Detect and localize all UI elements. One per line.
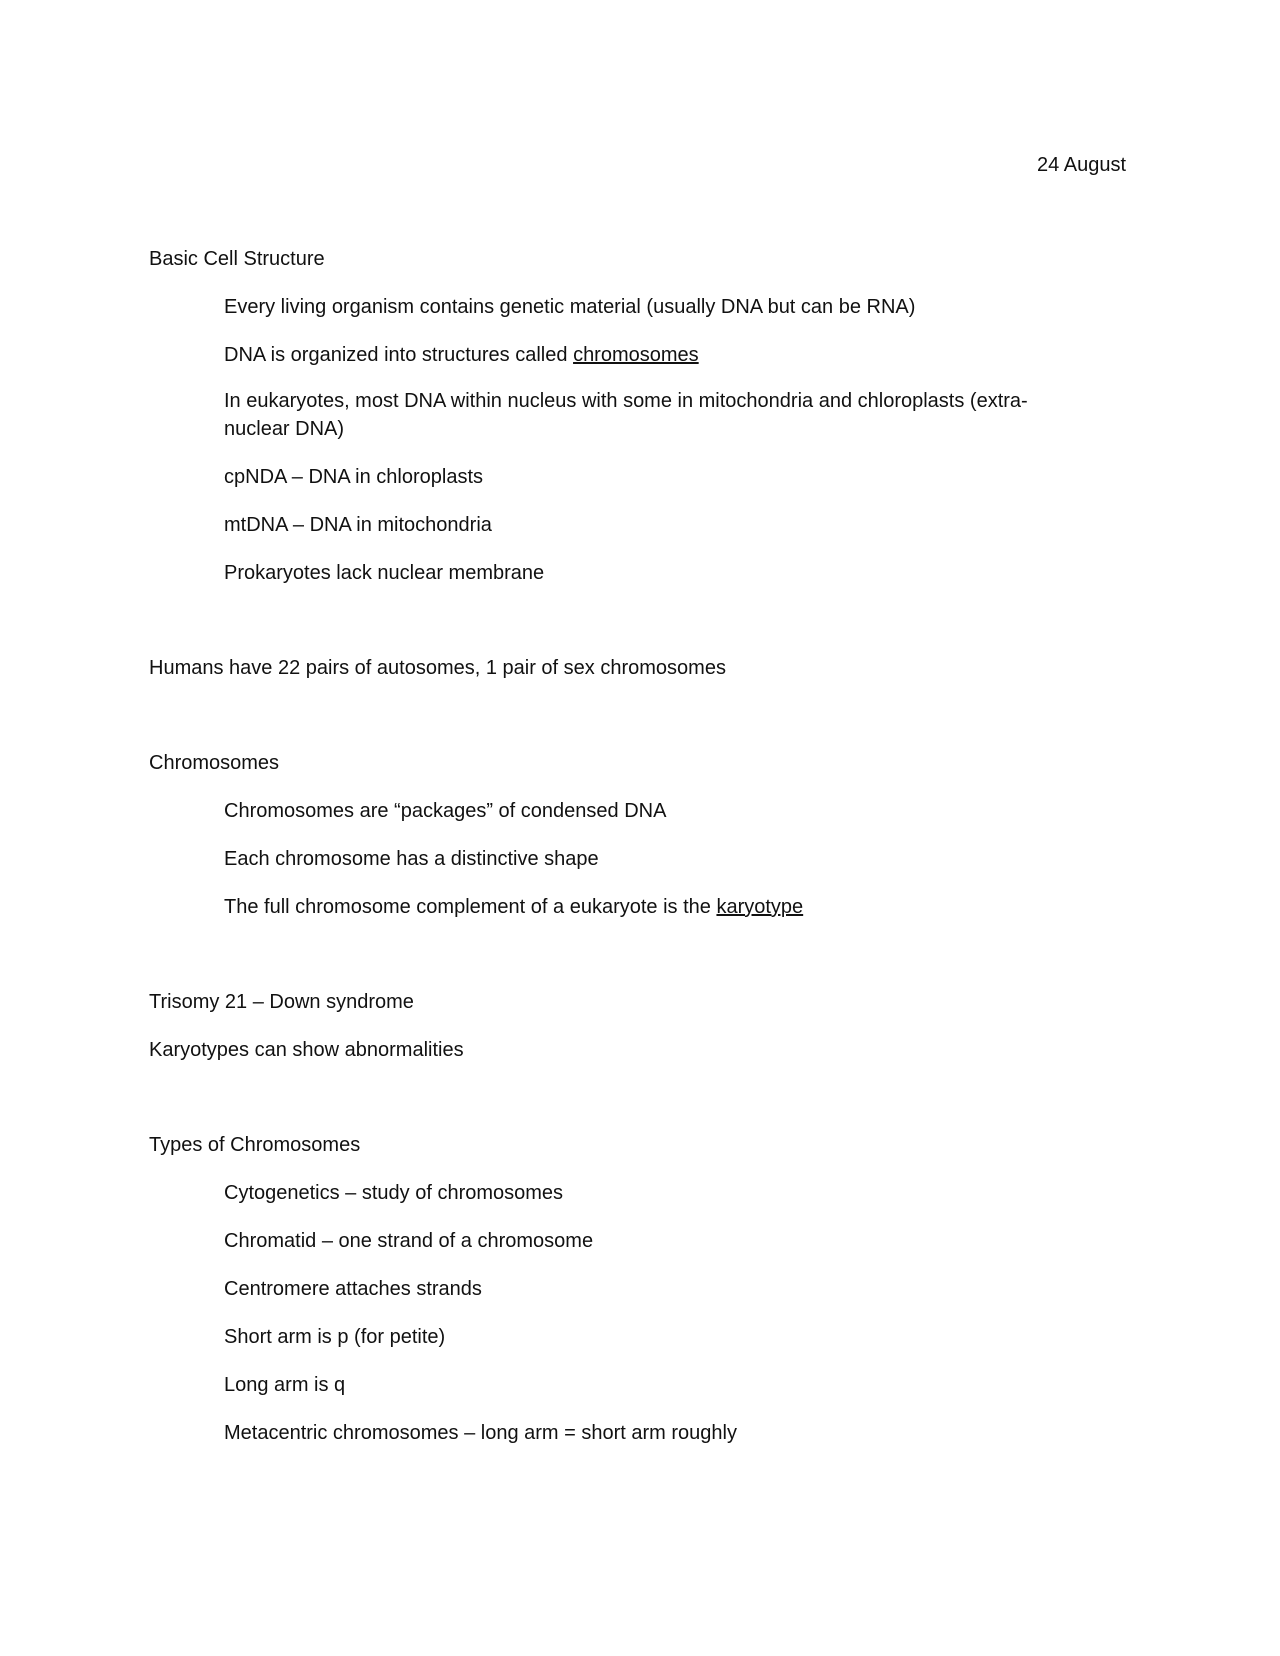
note-item: cpNDA – DNA in chloroplasts bbox=[224, 466, 484, 488]
section-heading-chromosomes: Chromosomes bbox=[149, 752, 280, 774]
note-text: DNA is organized into structures called bbox=[224, 344, 574, 366]
section-heading-trisomy: Trisomy 21 – Down syndrome bbox=[149, 991, 414, 1013]
note-item: Every living organism contains genetic material (usually DNA but can be RNA) bbox=[224, 296, 916, 318]
document-body bbox=[149, 245, 1079, 1447]
note-item: Chromatid – one strand of a chromosome bbox=[224, 1230, 594, 1252]
note-text: The full chromosome complement of a eukaryote is the bbox=[224, 896, 717, 918]
note-item: Prokaryotes lack nuclear membrane bbox=[224, 562, 545, 584]
note-item: Short arm is p (for petite) bbox=[224, 1326, 446, 1348]
document-date: 24 August bbox=[1037, 154, 1126, 176]
note-item: Metacentric chromosomes – long arm = short arm roughly bbox=[224, 1422, 737, 1444]
section-heading-types-of-chromosomes: Types of Chromosomes bbox=[149, 1134, 361, 1156]
note-item: Chromosomes are “packages” of condensed DNA bbox=[224, 800, 667, 822]
section-heading-basic-cell-structure: Basic Cell Structure bbox=[149, 248, 325, 270]
note-item: In eukaryotes, most DNA within nucleus with some in mitochondria and chloroplasts (extra-nuclear DNA) bbox=[224, 390, 1028, 440]
note-item: Each chromosome has a distinctive shape bbox=[224, 848, 599, 870]
note-item: Centromere attaches strands bbox=[224, 1278, 482, 1300]
note-item bbox=[149, 893, 1079, 921]
underlined-term-chromosomes: chromosomes bbox=[573, 344, 699, 366]
section-heading-humans: Humans have 22 pairs of autosomes, 1 pair of sex chromosomes bbox=[149, 657, 726, 679]
note-item: Long arm is q bbox=[224, 1374, 346, 1396]
underlined-term-karyotype: karyotype bbox=[716, 896, 804, 918]
note-item: mtDNA – DNA in mitochondria bbox=[224, 514, 492, 536]
note-item: Cytogenetics – study of chromosomes bbox=[224, 1182, 564, 1204]
note-item bbox=[149, 341, 1079, 369]
section-heading-karyotype-abnormalities: Karyotypes can show abnormalities bbox=[149, 1039, 464, 1061]
